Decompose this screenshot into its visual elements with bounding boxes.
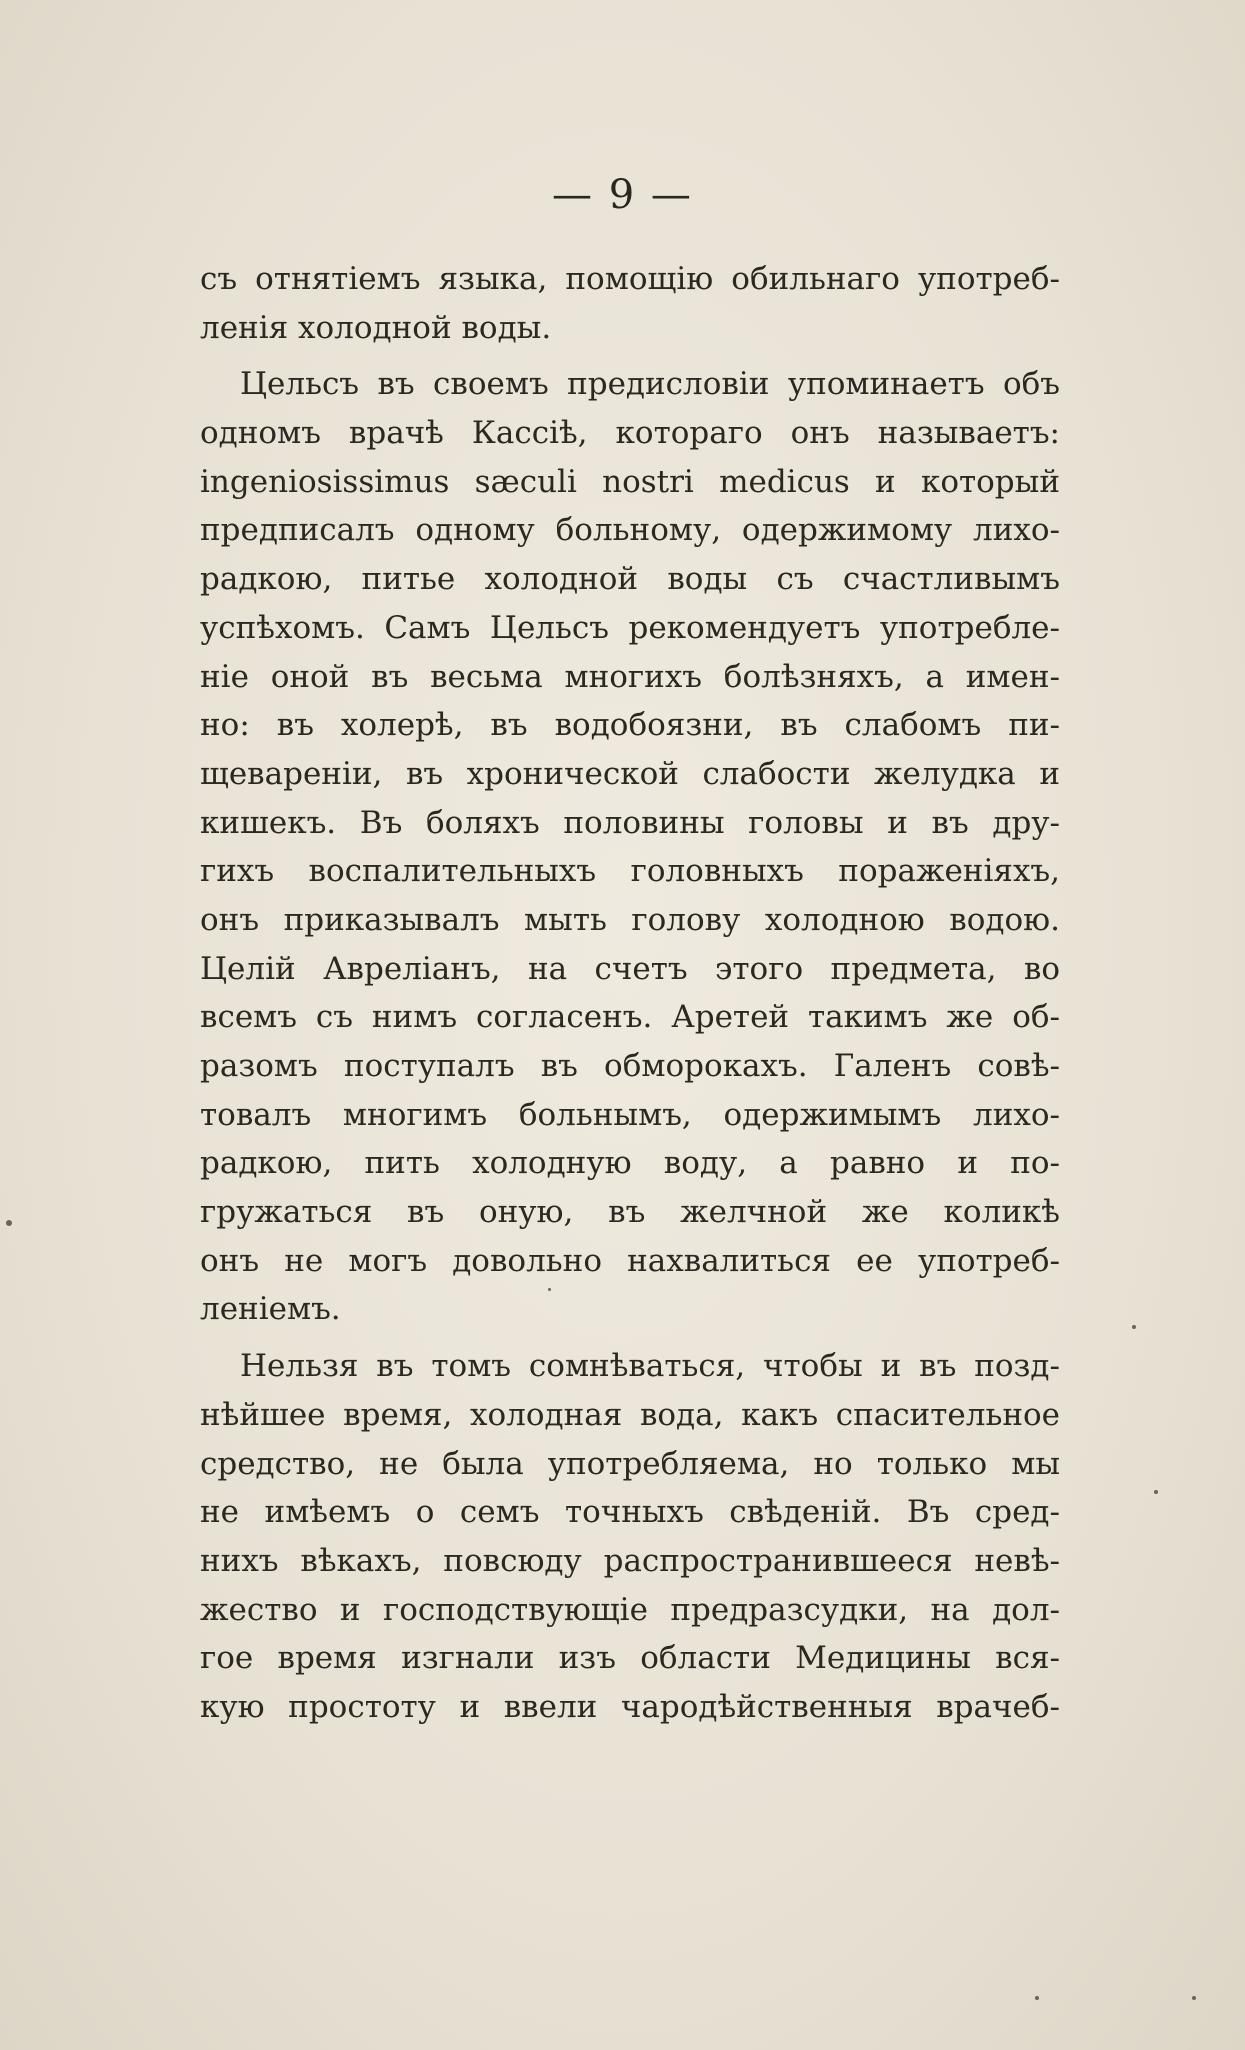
- text-line: ніе оной въ весьма многихъ болѣзняхъ, а имен-: [200, 658, 1060, 695]
- text-line: ingeniosissimus sæculi nostri medicus и который: [200, 463, 1060, 500]
- text-line: всемъ съ нимъ согласенъ. Аретей такимъ же об-: [200, 999, 1060, 1036]
- text-line: Целій Авреліанъ, на счетъ этого предмета, во: [200, 950, 1060, 987]
- text-line: гихъ воспалительныхъ головныхъ пораженіяхъ,: [200, 853, 1060, 890]
- paragraph-2: [200, 360, 1060, 1334]
- text-line: ленія холодной воды.: [200, 309, 552, 346]
- paper-speck: [1192, 1996, 1196, 2000]
- text-line: средство, не была употребляема, но только мы: [200, 1445, 1060, 1482]
- text-line: съ отнятіемъ языка, помощію обильнаго употреб-: [200, 261, 1060, 297]
- text-line: кишекъ. Въ боляхъ половины головы и въ дру-: [200, 804, 1060, 841]
- text-line: предписалъ одному больному, одержимому лихо-: [200, 512, 1060, 549]
- paper-speck: [548, 1288, 551, 1291]
- text-line: нихъ вѣкахъ, повсюду распространившееся невѣ-: [200, 1542, 1060, 1579]
- text-line: радкою, пить холодную воду, а равно и по-: [200, 1145, 1060, 1182]
- text-line: онъ не могъ довольно нахвалиться ее употреб-: [200, 1242, 1060, 1279]
- text-line: не имѣемъ о семъ точныхъ свѣденій. Въ сред-: [200, 1494, 1060, 1531]
- text-line: гружаться въ оную, въ желчной же коликѣ: [200, 1194, 1060, 1231]
- text-line: успѣхомъ. Самъ Цельсъ рекомендуетъ употребле-: [200, 609, 1060, 646]
- text-line: одномъ врачѣ Кассіѣ, котораго онъ называетъ:: [200, 415, 1060, 452]
- paragraph-1: [200, 255, 1060, 352]
- text-line: щевареніи, въ хронической слабости желудка и: [200, 755, 1060, 792]
- text-line: товалъ многимъ больнымъ, одержимымъ лихо-: [200, 1096, 1060, 1133]
- text-line: радкою, питье холодной воды съ счастливымъ: [200, 561, 1060, 598]
- paragraph-3: [200, 1342, 1060, 1732]
- text-line: Нельзя въ томъ сомнѣваться, чтобы и въ позд-: [240, 1348, 1060, 1385]
- body-text: [200, 255, 1060, 1732]
- paper-speck: [1035, 1996, 1039, 2000]
- text-line: леніемъ.: [200, 1291, 341, 1328]
- text-line: но: въ холерѣ, въ водобоязни, въ слабомъ пи-: [200, 707, 1060, 744]
- text-line: онъ приказывалъ мыть голову холодною водою.: [200, 901, 1060, 938]
- paper-speck: [1132, 1325, 1136, 1329]
- text-line: разомъ поступалъ въ обморокахъ. Галенъ совѣ-: [200, 1048, 1060, 1084]
- text-line: жество и господствующіе предразсудки, на дол-: [200, 1591, 1060, 1628]
- text-line: нѣйшее время, холодная вода, какъ спасительное: [200, 1396, 1060, 1433]
- text-line: кую простоту и ввели чародѣйственныя врачеб-: [200, 1688, 1060, 1725]
- text-line: Цельсъ въ своемъ предисловіи упоминаетъ объ: [240, 366, 1060, 403]
- paper-speck: [1154, 1490, 1158, 1494]
- paper-speck: [6, 1220, 12, 1226]
- page-number: — 9 —: [552, 172, 693, 218]
- text-line: гое время изгнали изъ области Медицины вся-: [200, 1640, 1060, 1677]
